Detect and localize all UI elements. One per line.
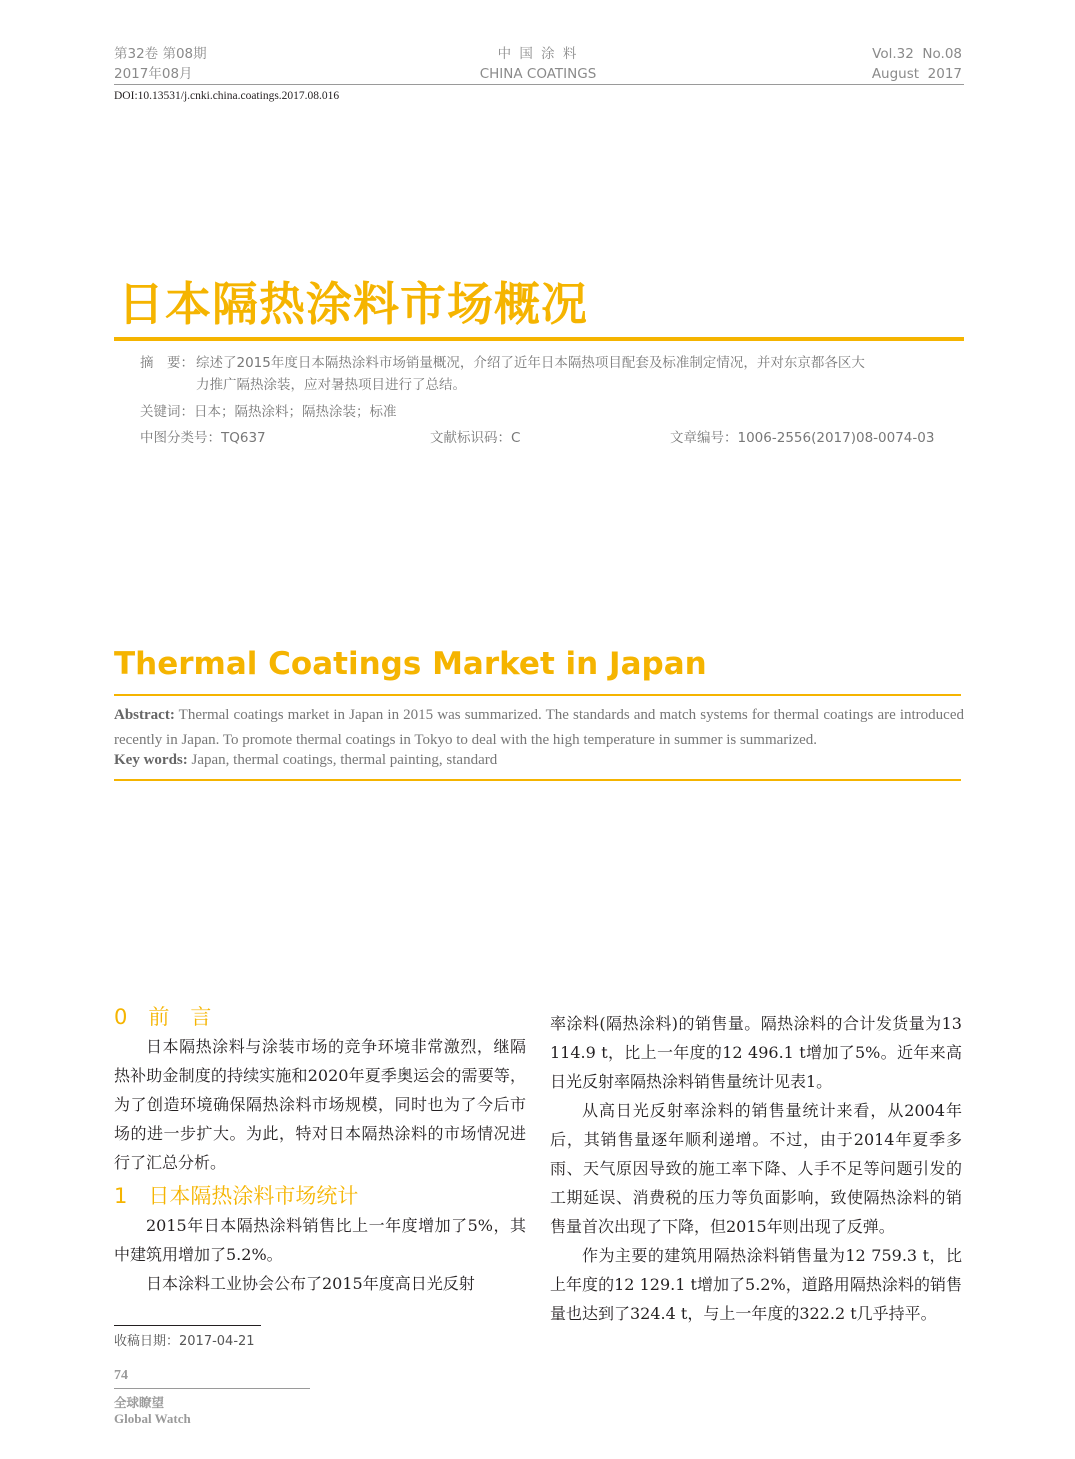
abstract-en-text: Thermal coatings market in Japan in 2015 was summarized. The standards and match systems for thermal coatings are introduced recently in Japan. To promote thermal coatings in Tokyo to deal with the high temperature in summer is summarized. [114, 707, 964, 748]
paragraph-building-road: 作为主要的建筑用隔热涂料销售量为12 759.3 t，比上年度的12 129.1 t增加了5.2%，道路用隔热涂料的销售量也达到了324.4 t，与上一年度的322.2 t几乎持平。 [550, 1246, 962, 1323]
section-name-cn: 全球瞭望 [114, 1395, 165, 1410]
keywords-cn: 关键词：日本；隔热涂料；隔热涂装；标准 [140, 404, 397, 420]
section-0-heading: 0 前 言 [114, 1005, 212, 1029]
keywords-en-label: Key words: [114, 752, 188, 768]
journal-name-en: CHINA COATINGS [479, 66, 597, 82]
footer-divider [114, 1388, 310, 1389]
received-date: 收稿日期：2017-04-21 [114, 1334, 255, 1349]
title-en: Thermal Coatings Market in Japan [114, 646, 707, 682]
paragraph-association-cont: 率涂料(隔热涂料)的销售量。隔热涂料的合计发货量为13 114.9 t，比上一年度的12 496.1 t增加了5%。近年来高日光反射率隔热涂料销售量统计见表1。 [550, 1014, 962, 1091]
abstract-en [114, 703, 964, 753]
article-number: 文章编号：1006-2556(2017)08-0074-03 [670, 430, 935, 446]
keywords-en-text: Japan, thermal coatings, thermal painting, standard [187, 752, 498, 768]
clc-number: 中图分类号：TQ637 [140, 430, 266, 446]
page-number: 74 [114, 1368, 128, 1383]
title-en-rule-bottom [114, 779, 961, 781]
title-en-rule-top [114, 694, 961, 696]
paragraph-2015-sales: 2015年日本隔热涂料销售比上一年度增加了5%，其中建筑用增加了5.2%。 [114, 1216, 526, 1264]
body-left-column [114, 1002, 526, 1298]
abstract-cn-line1: 综述了2015年度日本隔热涂料市场销量概况，介绍了近年日本隔热项目配套及标准制定情况，并对东京都各区大 [196, 355, 865, 371]
header-divider [114, 84, 964, 85]
date-cn: 2017年08月 [114, 66, 193, 82]
title-cn: 日本隔热涂料市场概况 [118, 277, 588, 331]
body-right-column [550, 1009, 962, 1328]
document-code: 文献标识码：C [430, 430, 521, 446]
abstract-cn [140, 352, 940, 396]
abstract-en-label: Abstract: [114, 707, 175, 723]
paragraph-intro: 日本隔热涂料与涂装市场的竞争环境非常激烈，继隔热补助金制度的持续实施和2020年夏季奥运会的需要等，为了创造环境确保隔热涂料市场规模，同时也为了今后市场的进一步扩大。为此，特对日本隔热涂料的市场情况进行了汇总分析。 [114, 1037, 526, 1172]
volume-issue-en: Vol.32 No.08 [872, 46, 962, 62]
paragraph-association: 日本涂料工业协会公布了2015年度高日光反射 [146, 1274, 475, 1293]
section-name-en: Global Watch [114, 1411, 191, 1426]
paragraph-trend: 从高日光反射率涂料的销售量统计来看，从2004年后，其销售量逐年顺利递增。不过，由于2014年夏季多雨、天气原因导致的施工率下降、人手不足等问题引发的工期延误、消费税的压力等负面影响，致使隔热涂料的销售量首次出现了下降，但2015年则出现了反弹。 [550, 1101, 962, 1236]
section-1-heading: 1 日本隔热涂料市场统计 [114, 1184, 359, 1208]
abstract-cn-line2: 力推广隔热涂装，应对暑热项目进行了总结。 [196, 377, 466, 393]
volume-issue-cn: 第32卷 第08期 [114, 46, 207, 62]
title-cn-rule [114, 337, 964, 341]
footnote-divider [114, 1325, 261, 1326]
abstract-cn-label: 摘 要： [140, 355, 194, 371]
journal-name-cn: 中 国 涂 料 [497, 46, 579, 62]
keywords-en [114, 752, 497, 769]
doi: DOI:10.13531/j.cnki.china.coatings.2017.08.016 [114, 90, 340, 102]
date-en: August 2017 [871, 66, 962, 82]
